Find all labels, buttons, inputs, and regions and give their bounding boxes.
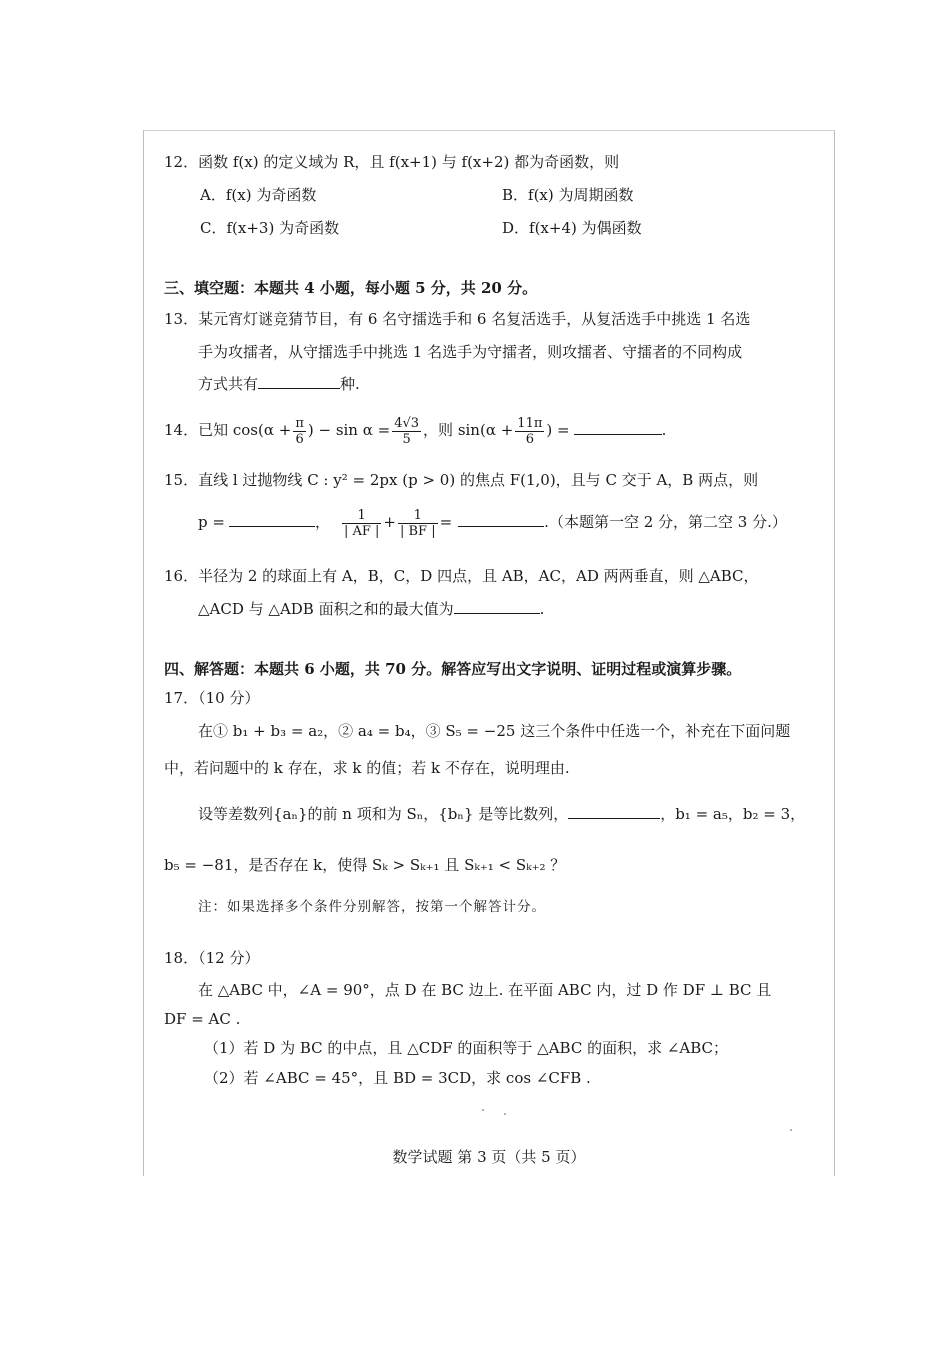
q15-frac-af-denominator: | AF | bbox=[343, 523, 380, 539]
q18-part-1: （1）若 D 为 BC 的中点，且 △CDF 的面积等于 △ABC 的面积，求 ∠ABC； bbox=[204, 1039, 729, 1057]
q13-line-3 bbox=[198, 374, 360, 394]
page-footer: 数学试题 第 3 页（共 5 页） bbox=[392, 1148, 586, 1166]
q14-text-1: 14．已知 cos(α + bbox=[164, 421, 292, 439]
q12-stem: 12．函数 f(x) 的定义域为 R，且 f(x+1) 与 f(x+2) 都为奇函数，则 bbox=[164, 153, 620, 171]
q13-unit: 种. bbox=[340, 375, 360, 393]
q15-equals: = bbox=[439, 513, 453, 531]
q14-frac2-denominator: 5 bbox=[402, 431, 411, 447]
q17-line-2: 中，若问题中的 k 存在，求 k 的值；若 k 不存在，说明理由. bbox=[164, 759, 570, 777]
q14-fraction-11pi-6 bbox=[515, 416, 544, 447]
q14-frac1-numerator: π bbox=[295, 415, 304, 431]
q14-frac2-numerator: 4√3 bbox=[394, 415, 420, 431]
q15-frac-bf-numerator: 1 bbox=[398, 508, 438, 524]
q16-line-1: 16．半径为 2 的球面上有 A，B，C，D 四点，且 AB，AC，AD 两两垂直，则 △ABC， bbox=[164, 567, 759, 585]
q14-frac1-denominator: 6 bbox=[295, 431, 304, 447]
q16-text: △ACD 与 △ADB 面积之和的最大值为 bbox=[198, 600, 454, 618]
q13-text: 方式共有 bbox=[198, 375, 259, 393]
scan-speck bbox=[504, 1113, 506, 1115]
scan-speck bbox=[790, 1129, 792, 1131]
q15-blank-p[interactable] bbox=[229, 512, 315, 527]
q12-option-a: A．f(x) 为奇函数 bbox=[200, 186, 317, 204]
q16-answer-blank[interactable] bbox=[454, 599, 540, 614]
q15-note: .（本题第一空 2 分，第二空 3 分.） bbox=[544, 513, 787, 531]
q17-condition-blank[interactable] bbox=[568, 804, 660, 819]
q14-line bbox=[164, 413, 666, 447]
q17-text: 设等差数列{aₙ}的前 n 项和为 Sₙ，{bₙ} 是等比数列， bbox=[198, 805, 569, 823]
q14-fraction-pi-6 bbox=[293, 416, 306, 447]
q15-separator: ， bbox=[314, 513, 330, 531]
q13-line-2: 手为攻擂者，从守擂选手中挑选 1 名选手为守擂者，则攻擂者、守擂者的不同构成 bbox=[198, 343, 743, 361]
q14-text-2: ) − sin α = bbox=[307, 421, 391, 439]
q14-answer-blank[interactable] bbox=[574, 420, 662, 435]
scan-speck bbox=[482, 1109, 484, 1111]
q17-line-3 bbox=[198, 804, 805, 824]
q15-line-1: 15．直线 l 过抛物线 C : y² = 2px (p > 0) 的焦点 F(1,0)，且与 C 交于 A，B 两点，则 bbox=[164, 471, 759, 489]
q15-line-2 bbox=[198, 505, 787, 539]
q17-text-2: ，b₁ = a₅，b₂ = 3， bbox=[660, 805, 806, 823]
q15-p-label: p = bbox=[198, 513, 225, 531]
q13-answer-blank[interactable] bbox=[258, 374, 340, 389]
q14-text-4: ) = bbox=[546, 421, 570, 439]
q17-line-4: b₅ = −81，是否存在 k，使得 Sₖ > Sₖ₊₁ 且 Sₖ₊₁ < Sₖ₊₂ ？ bbox=[164, 856, 566, 874]
q18-heading: 18．（12 分） bbox=[164, 949, 260, 967]
q13-line-1: 13．某元宵灯谜竞猜节目，有 6 名守擂选手和 6 名复活选手，从复活选手中挑选 1 名选 bbox=[164, 310, 751, 328]
q12-option-c: C．f(x+3) 为奇函数 bbox=[200, 219, 340, 237]
q15-fraction-1-af bbox=[342, 508, 381, 539]
q12-option-b: B．f(x) 为周期函数 bbox=[502, 186, 634, 204]
q12-option-d: D．f(x+4) 为偶函数 bbox=[502, 219, 642, 237]
q16-line-2 bbox=[198, 599, 544, 619]
q14-period: . bbox=[661, 421, 667, 439]
section-3-heading: 三、填空题：本题共 4 小题，每小题 5 分，共 20 分。 bbox=[164, 279, 538, 297]
q14-text-3: ，则 sin(α + bbox=[423, 421, 514, 439]
q14-frac3-denominator: 6 bbox=[525, 431, 534, 447]
q16-period: . bbox=[539, 600, 545, 618]
section-4-heading: 四、解答题：本题共 6 小题，共 70 分。解答应写出文字说明、证明过程或演算步骤。 bbox=[164, 660, 742, 678]
exam-page bbox=[143, 130, 835, 1176]
q17-heading: 17．（10 分） bbox=[164, 689, 260, 707]
q15-frac-bf-denominator: | BF | bbox=[399, 523, 436, 539]
q18-line-2: DF = AC . bbox=[164, 1010, 241, 1028]
q15-plus: + bbox=[383, 513, 396, 531]
q18-part-2: （2）若 ∠ABC = 45°，且 BD = 3CD，求 cos ∠CFB . bbox=[204, 1069, 591, 1087]
q17-note: 注：如果选择多个条件分别解答，按第一个解答计分。 bbox=[198, 899, 546, 915]
q17-line-1: 在① b₁ + b₃ = a₂，② a₄ = b₄，③ S₅ = −25 这三个条件中任选一个，补充在下面问题 bbox=[198, 722, 791, 740]
q14-frac3-numerator: 11π bbox=[517, 415, 543, 431]
q18-line-1: 在 △ABC 中，∠A = 90°，点 D 在 BC 边上. 在平面 ABC 内，过 D 作 DF ⊥ BC 且 bbox=[198, 981, 772, 999]
q15-fraction-1-bf bbox=[398, 508, 438, 539]
q15-frac-af-numerator: 1 bbox=[342, 508, 381, 524]
q14-fraction-4root3-5 bbox=[392, 416, 421, 447]
q15-blank-sum[interactable] bbox=[458, 512, 544, 527]
